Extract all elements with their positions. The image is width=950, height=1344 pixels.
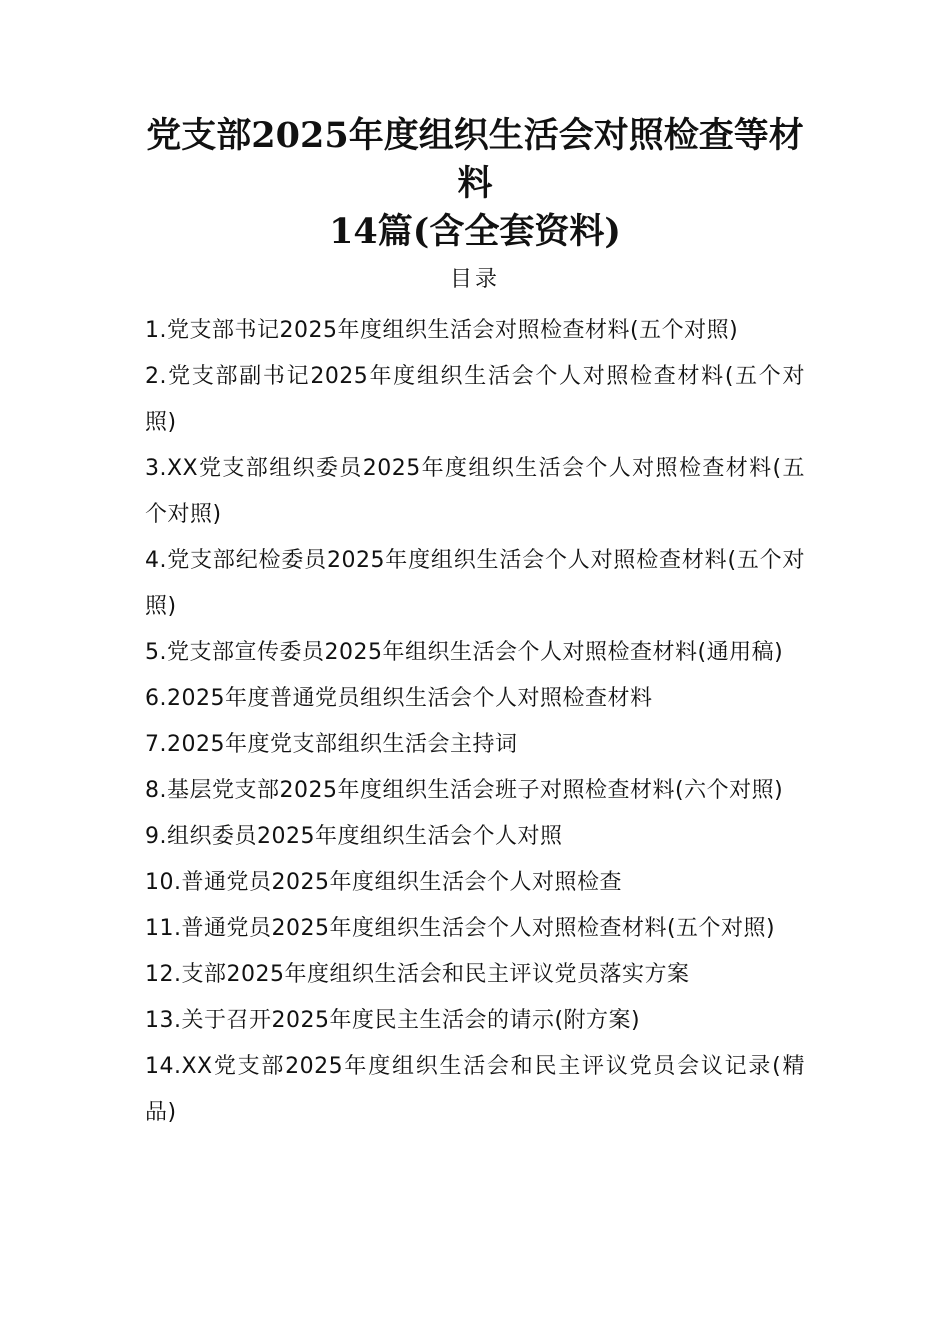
toc-item-11: 11.普通党员2025年度组织生活会个人对照检查材料(五个对照) [145,916,776,941]
toc-item-9: 9.组织委员2025年度组织生活会个人对照 [145,824,563,849]
toc-item-6: 6.2025年度普通党员组织生活会个人对照检查材料 [145,686,653,711]
toc-item-2: 2.党支部副书记2025年度组织生活会个人对照检查材料(五个对照) [145,364,805,435]
toc-item-5: 5.党支部宣传委员2025年组织生活会个人对照检查材料(通用稿) [145,640,784,665]
toc-item-12: 12.支部2025年度组织生活会和民主评议党员落实方案 [145,962,690,987]
table-of-contents [145,308,805,1136]
document-title-line-1: 党支部2025年度组织生活会对照检查等材料 [146,115,804,204]
toc-item-7: 7.2025年度党支部组织生活会主持词 [145,732,518,757]
toc-item-10: 10.普通党员2025年度组织生活会个人对照检查 [145,870,622,895]
toc-item-4: 4.党支部纪检委员2025年度组织生活会个人对照检查材料(五个对照) [145,548,805,619]
toc-heading: 目录 [449,267,500,292]
toc-item-14: 14.XX党支部2025年度组织生活会和民主评议党员会议记录(精品) [145,1054,805,1125]
toc-item-1: 1.党支部书记2025年度组织生活会对照检查材料(五个对照) [145,318,739,343]
toc-item-13: 13.关于召开2025年度民主生活会的请示(附方案) [145,1008,641,1033]
toc-item-8: 8.基层党支部2025年度组织生活会班子对照检查材料(六个对照) [145,778,784,803]
document-title [145,0,805,256]
toc-item-3: 3.XX党支部组织委员2025年度组织生活会个人对照检查材料(五个对照) [145,456,805,527]
document-title-line-2: 14篇(含全套资料) [329,211,621,252]
